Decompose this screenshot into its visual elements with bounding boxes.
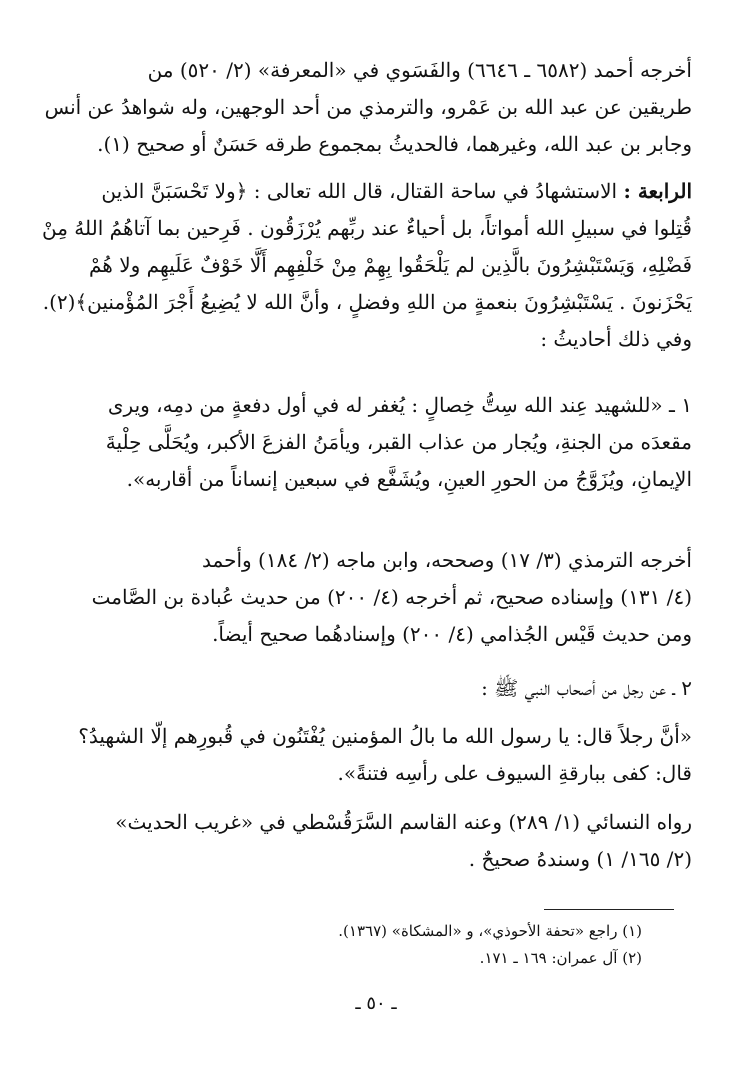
text-line: رواه النسائي (١/ ٢٨٩) وعنه القاسم السَّرَقُسْطي في «غريب الحديث» xyxy=(115,810,692,834)
footnote-1: (١) راجع «تحفة الأحوذي»، و «المشكاة» (١٣٦٧). xyxy=(338,922,642,940)
text-line: (٢/ ١٦٥/ ١) وسندهُ صحيحٌ . xyxy=(468,847,692,871)
text-line: يَحْزَنونَ . يَسْتَبْشِرُونَ بنعمةٍ من اللهِ وفضلٍ ، وأنَّ الله لا يُضِيعُ أَجْرَ المُؤْمنين﴾(٢). xyxy=(42,290,692,314)
text-line: مقعدَه من الجنةِ، ويُجار من عذاب القبر، ويأمَنُ الفزعَ الأكبر، ويُحَلَّى حِلْيةَ xyxy=(105,430,692,454)
text-line: وجابر بن عبد الله، وغيرهما، فالحديثُ بمجموع طرقه حَسَنٌ أو صحيح (١). xyxy=(97,132,692,156)
hadith-2 xyxy=(60,718,692,792)
paragraph-fourth xyxy=(42,173,692,358)
text-line: ١ ـ «للشهيد عِند الله سِتُّ خِصالٍ : يُغفر له في أول دفعةٍ من دمِه، ويرى xyxy=(107,393,692,417)
text-line: الإيمانِ، ويُزَوَّجُ من الحورِ العينِ، ويُشَفَّع في سبعين إنساناً من أقاربه». xyxy=(126,467,692,491)
paragraph-takhrij-3 xyxy=(60,804,692,878)
text-line: قُتِلوا في سبيلِ الله أمواتاً، بل أحياءٌ عند ربِّهم يُرْزَقُون . فَرِحين بما آتاهُمُ اللهُ مِنْ xyxy=(42,216,692,240)
text-line: «أنَّ رجلاً قال: يا رسول الله ما بالُ المؤمنين يُفْتَنُون في قُبورِهم إلّا الشهيدُ؟ xyxy=(78,724,692,748)
paragraph-takhrij-1 xyxy=(44,52,692,163)
text-line: ٢ ـ عن رجل من أصحاب النبي ﷺ : xyxy=(481,676,692,700)
text-line: فَضْلِهِ، وَيَسْتَبْشِرُونَ بالَّذِين لم يَلْحَقُوا بِهِمْ مِنْ خَلْفِهِم أَلَّا خَوْفٌ عَلَيهِم ولا هُمْ xyxy=(89,253,692,277)
text-run: الاستشهادُ في ساحة القتال، قال الله تعالى : ﴿ولا تَحْسَبَنَّ الذين xyxy=(101,179,624,203)
text-line: (٤/ ١٣١) وإسناده صحيح، ثم أخرجه (٤/ ٢٠٠) من حديث عُبادة بن الصَّامت xyxy=(91,585,692,609)
footnote-divider xyxy=(544,909,674,910)
text-line: طريقين عن عبد الله بن عَمْرو، والترمذي من أحد الوجهين، وله شواهدُ عن أنس xyxy=(44,95,692,119)
hadith-1 xyxy=(60,387,692,498)
text-line: وفي ذلك أحاديثُ : xyxy=(540,327,692,351)
text-line: قال: كفى ببارقةِ السيوف على رأسِه فتنةً». xyxy=(337,761,692,785)
paragraph-takhrij-2 xyxy=(60,542,692,653)
text-line: أخرجه الترمذي (٣/ ١٧) وصححه، وابن ماجه (٢/ ١٨٤) وأحمد xyxy=(202,548,692,572)
text-line xyxy=(60,173,692,210)
footnote-2: (٢) آل عمران: ١٦٩ ـ ١٧١. xyxy=(479,949,642,967)
footnotes xyxy=(82,918,642,972)
text-line: ومن حديث قَيْس الجُذامي (٤/ ٢٠٠) وإسنادهُما صحيح أيضاً. xyxy=(212,622,692,646)
text-line: أخرجه أحمد (٦٥٨٢ ـ ٦٦٤٦) والفَسَوي في «المعرفة» (٢/ ٥٢٠) من xyxy=(147,58,692,82)
hadith-2-title xyxy=(60,670,692,707)
page-number: ـ ٥٠ ـ xyxy=(355,993,397,1014)
section-lead: الرابعة : xyxy=(623,179,692,203)
